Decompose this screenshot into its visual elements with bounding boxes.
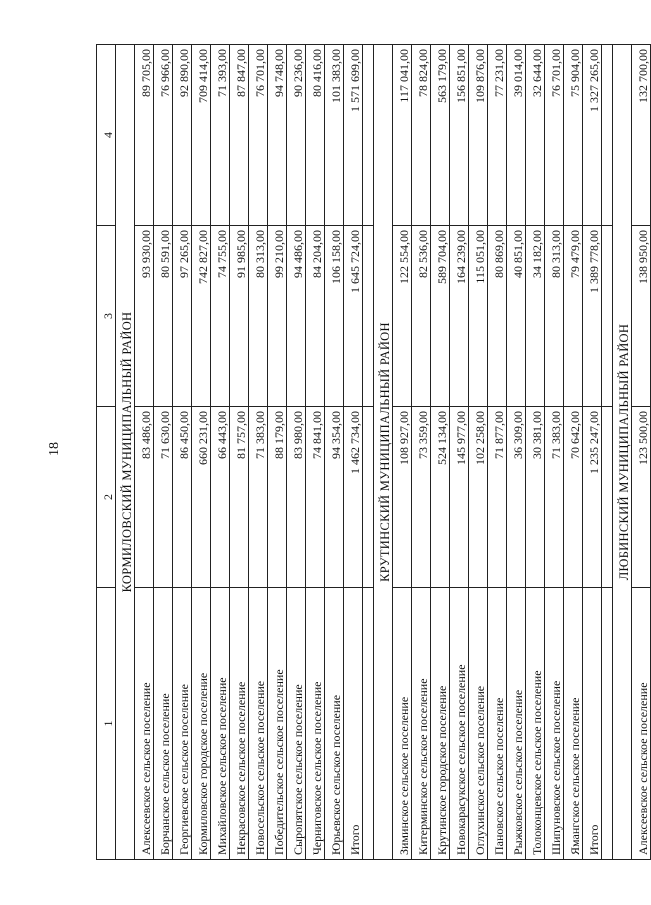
value-cell-c2: 1 235 247,00	[583, 407, 602, 588]
table-row	[154, 45, 173, 860]
settlement-name-cell: Сыропятское сельское поселение	[287, 588, 306, 860]
settlement-name-cell: Новокарасукское сельское поселение	[450, 588, 469, 860]
table-row	[564, 45, 583, 860]
table-row	[230, 45, 249, 860]
spacer-cell	[602, 226, 613, 407]
data-table	[96, 44, 651, 860]
value-cell-c3: 93 930,00	[135, 226, 154, 407]
table-row	[488, 45, 507, 860]
table-row	[268, 45, 287, 860]
spacer-cell	[363, 588, 374, 860]
value-cell-c3: 115 051,00	[469, 226, 488, 407]
value-cell-c3: 84 204,00	[306, 226, 325, 407]
section-header-row	[613, 45, 632, 860]
table-row	[450, 45, 469, 860]
value-cell-c2: 73 359,00	[412, 407, 431, 588]
value-cell-c2: 102 258,00	[469, 407, 488, 588]
column-header: 2	[97, 407, 116, 588]
value-cell-c3: 106 158,00	[325, 226, 344, 407]
total-row	[344, 45, 363, 860]
value-cell-c4: 90 236,00	[287, 45, 306, 226]
value-cell-c3: 1 645 724,00	[344, 226, 363, 407]
value-cell-c3: 589 704,00	[431, 226, 450, 407]
settlement-name-cell: Некрасовское сельское поселение	[230, 588, 249, 860]
table-row	[507, 45, 526, 860]
spacer-cell	[602, 588, 613, 860]
table-row	[325, 45, 344, 860]
spacer-cell	[363, 226, 374, 407]
value-cell-c3: 80 313,00	[545, 226, 564, 407]
value-cell-c4: 1 571 699,00	[344, 45, 363, 226]
table-row	[526, 45, 545, 860]
table-row	[287, 45, 306, 860]
value-cell-c4: 92 890,00	[173, 45, 192, 226]
settlement-name-cell: Китерминское сельское поселение	[412, 588, 431, 860]
spacer-row	[363, 45, 374, 860]
rotated-page	[96, 45, 650, 860]
value-cell-c4: 76 701,00	[545, 45, 564, 226]
table-row	[393, 45, 412, 860]
column-header: 4	[97, 45, 116, 226]
table-row	[135, 45, 154, 860]
settlement-name-cell: Оглухинское сельское поселение	[469, 588, 488, 860]
value-cell-c4: 71 393,00	[211, 45, 230, 226]
value-cell-c3: 164 239,00	[450, 226, 469, 407]
section-header-row	[116, 45, 135, 860]
value-cell-c3: 97 265,00	[173, 226, 192, 407]
value-cell-c3: 34 182,00	[526, 226, 545, 407]
value-cell-c2: 74 841,00	[306, 407, 325, 588]
value-cell-c4: 39 014,00	[507, 45, 526, 226]
value-cell-c4: 709 414,00	[192, 45, 211, 226]
value-cell-c3: 742 827,00	[192, 226, 211, 407]
value-cell-c2: 71 630,00	[154, 407, 173, 588]
value-cell-c2: 30 381,00	[526, 407, 545, 588]
value-cell-c4: 109 876,00	[469, 45, 488, 226]
table-row	[173, 45, 192, 860]
value-cell-c2: 94 354,00	[325, 407, 344, 588]
value-cell-c2: 81 757,00	[230, 407, 249, 588]
value-cell-c3: 138 950,00	[632, 226, 651, 407]
value-cell-c3: 99 210,00	[268, 226, 287, 407]
table-row	[431, 45, 450, 860]
value-cell-c3: 1 389 778,00	[583, 226, 602, 407]
value-cell-c3: 91 985,00	[230, 226, 249, 407]
value-cell-c4: 117 041,00	[393, 45, 412, 226]
table-row	[469, 45, 488, 860]
value-cell-c4: 76 701,00	[249, 45, 268, 226]
value-cell-c2: 660 231,00	[192, 407, 211, 588]
section-title: КОРМИЛОВСКИЙ МУНИЦИПАЛЬНЫЙ РАЙОН	[116, 45, 135, 860]
table-row	[412, 45, 431, 860]
value-cell-c3: 122 554,00	[393, 226, 412, 407]
value-cell-c4: 32 644,00	[526, 45, 545, 226]
value-cell-c2: 36 309,00	[507, 407, 526, 588]
value-cell-c4: 563 179,00	[431, 45, 450, 226]
table-row	[306, 45, 325, 860]
value-cell-c2: 524 134,00	[431, 407, 450, 588]
value-cell-c2: 1 462 734,00	[344, 407, 363, 588]
value-cell-c2: 71 877,00	[488, 407, 507, 588]
value-cell-c2: 70 642,00	[564, 407, 583, 588]
value-cell-c3: 80 869,00	[488, 226, 507, 407]
value-cell-c4: 80 416,00	[306, 45, 325, 226]
settlement-name-cell: Борчанское сельское поселение	[154, 588, 173, 860]
page-number: 18	[47, 442, 62, 456]
spacer-row	[602, 45, 613, 860]
settlement-name-cell: Итого	[344, 588, 363, 860]
column-header-row	[97, 45, 116, 860]
settlement-name-cell: Итого	[583, 588, 602, 860]
value-cell-c2: 108 927,00	[393, 407, 412, 588]
value-cell-c2: 88 179,00	[268, 407, 287, 588]
settlement-name-cell: Рыжковское сельское поселение	[507, 588, 526, 860]
section-header-row	[374, 45, 393, 860]
value-cell-c4: 78 824,00	[412, 45, 431, 226]
total-row	[583, 45, 602, 860]
table-row	[211, 45, 230, 860]
value-cell-c2: 71 383,00	[249, 407, 268, 588]
value-cell-c4: 77 231,00	[488, 45, 507, 226]
spacer-cell	[363, 407, 374, 588]
value-cell-c3: 74 755,00	[211, 226, 230, 407]
value-cell-c4: 156 851,00	[450, 45, 469, 226]
value-cell-c4: 132 700,00	[632, 45, 651, 226]
settlement-name-cell: Победительское сельское поселение	[268, 588, 287, 860]
settlement-name-cell: Михайловское сельское поселение	[211, 588, 230, 860]
value-cell-c4: 1 327 265,00	[583, 45, 602, 226]
value-cell-c3: 94 486,00	[287, 226, 306, 407]
value-cell-c4: 89 705,00	[135, 45, 154, 226]
spacer-cell	[602, 407, 613, 588]
value-cell-c3: 82 536,00	[412, 226, 431, 407]
settlement-name-cell: Георгиевское сельское поселение	[173, 588, 192, 860]
settlement-name-cell: Шипуновское сельское поселение	[545, 588, 564, 860]
value-cell-c4: 76 966,00	[154, 45, 173, 226]
value-cell-c2: 123 500,00	[632, 407, 651, 588]
value-cell-c3: 80 313,00	[249, 226, 268, 407]
settlement-name-cell: Крутинское городское поселение	[431, 588, 450, 860]
settlement-name-cell: Алексеевское сельское поселение	[135, 588, 154, 860]
section-title: КРУТИНСКИЙ МУНИЦИПАЛЬНЫЙ РАЙОН	[374, 45, 393, 860]
value-cell-c3: 80 591,00	[154, 226, 173, 407]
value-cell-c4: 101 383,00	[325, 45, 344, 226]
value-cell-c4: 94 748,00	[268, 45, 287, 226]
settlement-name-cell: Пановское сельское поселение	[488, 588, 507, 860]
settlement-name-cell: Черниговское сельское поселение	[306, 588, 325, 860]
value-cell-c2: 145 977,00	[450, 407, 469, 588]
spacer-cell	[602, 45, 613, 226]
table-row	[192, 45, 211, 860]
value-cell-c2: 66 443,00	[211, 407, 230, 588]
value-cell-c4: 87 847,00	[230, 45, 249, 226]
settlement-name-cell: Зиминское сельское поселение	[393, 588, 412, 860]
value-cell-c2: 71 383,00	[545, 407, 564, 588]
value-cell-c2: 83 486,00	[135, 407, 154, 588]
settlement-name-cell: Кормиловское городское поселение	[192, 588, 211, 860]
settlement-name-cell: Ямангское сельское поселение	[564, 588, 583, 860]
value-cell-c2: 83 980,00	[287, 407, 306, 588]
section-title: ЛЮБИНСКИЙ МУНИЦИПАЛЬНЫЙ РАЙОН	[613, 45, 632, 860]
settlement-name-cell: Юрьевское сельское поселение	[325, 588, 344, 860]
value-cell-c4: 75 904,00	[564, 45, 583, 226]
column-header: 1	[97, 588, 116, 860]
column-header: 3	[97, 226, 116, 407]
table-row	[545, 45, 564, 860]
value-cell-c3: 40 851,00	[507, 226, 526, 407]
value-cell-c2: 86 450,00	[173, 407, 192, 588]
table-row	[249, 45, 268, 860]
settlement-name-cell: Новосельское сельское поселение	[249, 588, 268, 860]
settlement-name-cell: Толоконцевское сельское поселение	[526, 588, 545, 860]
table-row	[632, 45, 651, 860]
spacer-cell	[363, 45, 374, 226]
value-cell-c3: 79 479,00	[564, 226, 583, 407]
settlement-name-cell: Алексеевское сельское поселение	[632, 588, 651, 860]
